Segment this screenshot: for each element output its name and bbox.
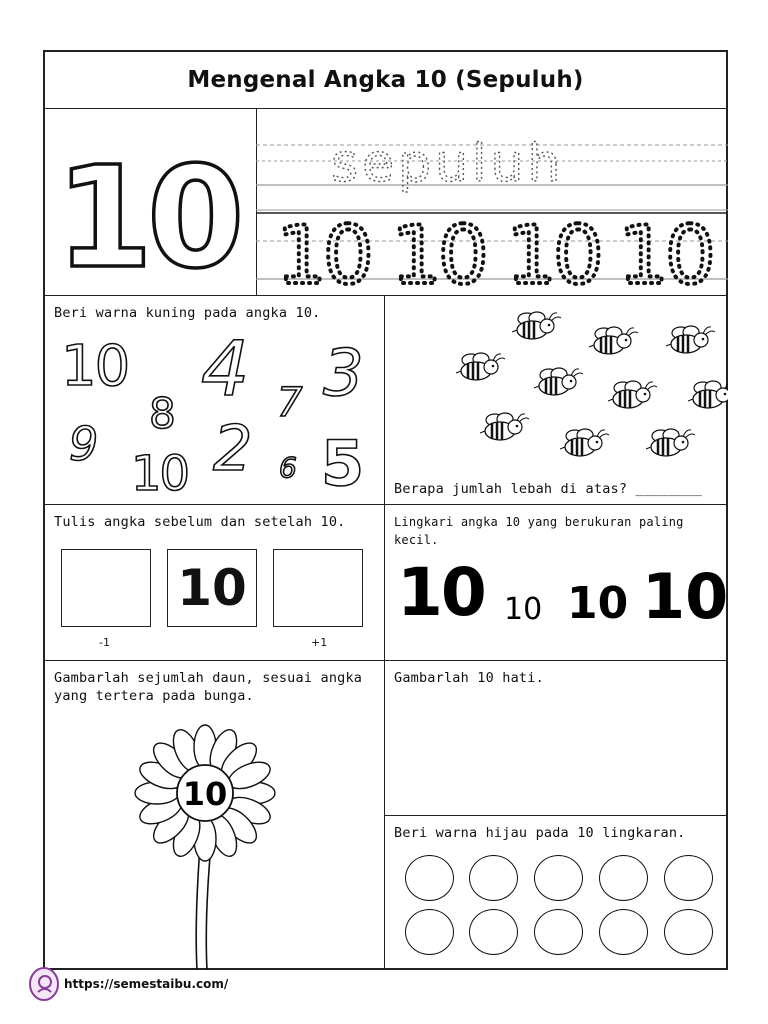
number-3: 3: [323, 337, 364, 411]
number-10-large[interactable]: 10: [397, 554, 485, 631]
number-10-a: 10: [61, 334, 129, 399]
number-2: 2: [213, 412, 253, 485]
number-6: 6: [279, 451, 297, 484]
instruction-hearts: Gambarlah 10 hati.: [394, 670, 544, 686]
minus-one-label: -1: [99, 636, 110, 649]
hearts-drawing-area[interactable]: [384, 690, 728, 810]
bee-group: [384, 295, 728, 504]
circle-7[interactable]: [469, 909, 518, 955]
hearts-cell: [384, 660, 728, 815]
circle-5[interactable]: [664, 855, 713, 901]
bee-icon: [456, 353, 505, 380]
footer: [28, 966, 228, 1002]
big-number: 10: [55, 137, 239, 295]
circle-4[interactable]: [599, 855, 648, 901]
bee-icon: [534, 368, 583, 395]
flower-drawing: [45, 660, 384, 970]
leaves-cell: [45, 660, 384, 970]
answer-box-before[interactable]: [61, 549, 151, 627]
bee-icon: [608, 381, 657, 408]
number-10-medium[interactable]: 10: [567, 578, 629, 629]
number-10-big[interactable]: 10: [642, 560, 729, 633]
trace-number-4: 10: [618, 209, 712, 295]
bee-icon: [560, 429, 609, 456]
instruction-before-after: Tulis angka sebelum dan setelah 10.: [54, 514, 346, 530]
circle-3[interactable]: [534, 855, 583, 901]
number-9: 9: [69, 417, 99, 471]
circle-2[interactable]: [469, 855, 518, 901]
before-after-cell: [45, 504, 384, 660]
circle-6[interactable]: [405, 909, 454, 955]
site-logo-icon: [28, 966, 60, 1002]
trace-number-3: 10: [506, 209, 600, 295]
instruction-color-yellow: Beri warna kuning pada angka 10.: [54, 305, 321, 321]
bee-icon: [512, 312, 561, 339]
circle-8[interactable]: [534, 909, 583, 955]
number-10-smallest[interactable]: 10: [504, 592, 543, 627]
plus-one-label: +1: [311, 636, 328, 649]
number-5: 5: [321, 427, 365, 500]
trace-number-2: 10: [391, 209, 485, 295]
big-number-outline: [45, 109, 256, 295]
number-4: 4: [201, 324, 250, 413]
trace-number-1: 10: [276, 209, 370, 295]
green-circles-cell: [384, 815, 728, 970]
flower-number: 10: [182, 775, 228, 813]
bee-icon: [589, 327, 638, 354]
instruction-leaves: Gambarlah sejumlah daun, sesuai angka yang tertera pada bunga.: [54, 670, 363, 704]
color-yellow-cell: [45, 295, 384, 504]
answer-box-after[interactable]: [273, 549, 363, 627]
circle-9[interactable]: [599, 909, 648, 955]
number-8: 8: [149, 389, 176, 438]
smallest-number-cell: [384, 504, 728, 660]
number-10-b: 10: [131, 446, 189, 502]
number-7: 7: [277, 380, 303, 426]
footer-url[interactable]: https://semestaibu.com/: [64, 977, 229, 991]
tracing-lines: [256, 109, 728, 295]
bee-icon: [646, 429, 695, 456]
worksheet: [43, 50, 728, 970]
bee-icon: [688, 381, 728, 408]
bees-answer-blank[interactable]: ________: [635, 481, 703, 497]
big-number-cell: [45, 109, 256, 295]
worksheet-title: Mengenal Angka 10 (Sepuluh): [45, 52, 726, 109]
bees-question: [394, 480, 702, 498]
trace-word: sepuluh: [331, 134, 565, 194]
bee-icon: [480, 413, 529, 440]
middle-number-box: 10: [167, 549, 257, 627]
circle-10[interactable]: [664, 909, 713, 955]
circle-1[interactable]: [405, 855, 454, 901]
tracing-area: [256, 109, 728, 295]
bees-question-text: Berapa jumlah lebah di atas?: [394, 481, 628, 497]
instruction-smallest: Lingkari angka 10 yang berukuran paling kecil.: [394, 515, 684, 547]
bees-cell: [384, 295, 728, 504]
number-scatter: [45, 295, 384, 504]
instruction-green-circles: Beri warna hijau pada 10 lingkaran.: [394, 825, 686, 841]
bee-icon: [666, 326, 715, 353]
